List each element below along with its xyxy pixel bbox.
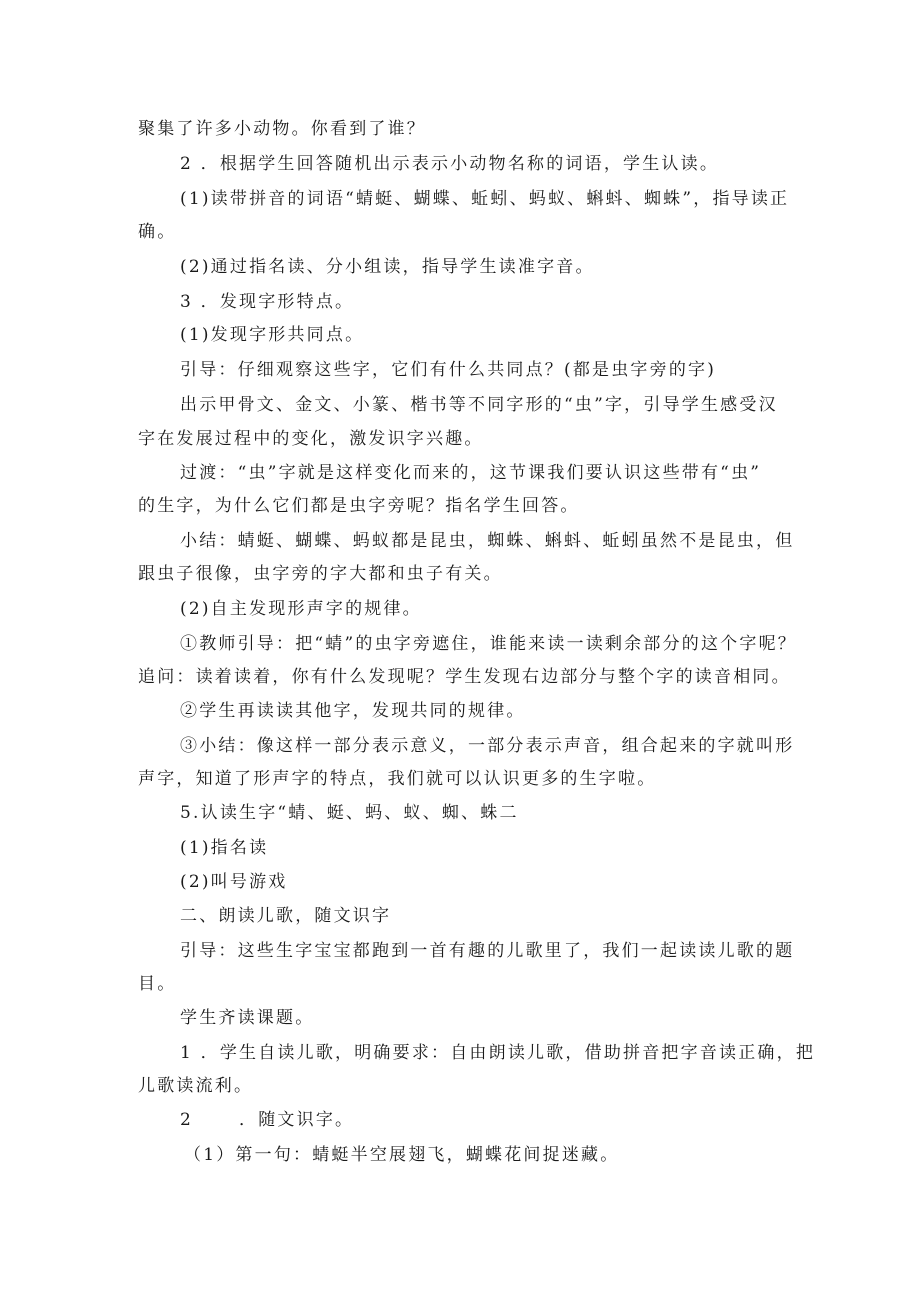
text-line-10: 字在发展过程中的变化，激发识字兴趣。: [138, 429, 484, 449]
text-line-3: (1)读带拼音的词语“蜻蜓、蝴蝶、蚯蚓、蚂蚁、蝌蚪、蜘蛛”，指导读正: [180, 189, 790, 209]
text-line-16: ①教师引导：把“蜻”的虫字旁遮住，谁能来读一读剩余部分的这个字呢？: [180, 634, 797, 654]
text-line-24: 二、朗读儿歌，随文识字: [180, 906, 392, 926]
text-line-27: 学生齐读课题。: [180, 1008, 315, 1028]
text-line-9: 出示甲骨文、金文、小篆、楷书等不同字形的“虫”字，引导学生感受汉: [180, 395, 778, 415]
text-line-22: (1)指名读: [180, 838, 269, 858]
text-line-29: 儿歌读流利。: [138, 1076, 254, 1096]
text-line-6: 3 ．发现字形特点。: [180, 292, 355, 312]
text-line-7: (1)发现字形共同点。: [180, 325, 365, 345]
text-line-12: 的生字，为什么它们都是虫字旁呢？指名学生回答。: [138, 496, 580, 516]
text-line-21: 5.认读生字“蜻、蜓、蚂、蚁、蜘、蛛二: [180, 803, 519, 823]
text-line-25: 引导：这些生字宝宝都跑到一首有趣的儿歌里了，我们一起读读儿歌的题: [180, 941, 795, 961]
text-line-23: (2)叫号游戏: [180, 872, 288, 892]
text-line-20: 声字，知道了形声字的特点，我们就可以认识更多的生字啦。: [138, 769, 657, 789]
text-line-31: （1）第一句：蜻蜓半空展翅飞，蝴蝶花间捉迷藏。: [184, 1145, 620, 1165]
text-line-2: 2 ．根据学生回答随机出示表示小动物名称的词语，学生认读。: [180, 154, 720, 174]
text-line-15: (2)自主发现形声字的规律。: [180, 599, 422, 619]
text-line-14: 跟虫子很像，虫字旁的字大都和虫子有关。: [138, 564, 503, 584]
text-line-28: 1 ．学生自读儿歌，明确要求：自由朗读儿歌，借助拼音把字音读正确，把: [180, 1043, 816, 1063]
text-line-30: 2 ．随文识字。: [180, 1110, 355, 1130]
text-line-8: 引导：仔细观察这些字，它们有什么共同点？(都是虫字旁的字): [180, 360, 717, 380]
text-line-26: 目。: [138, 974, 177, 994]
text-line-17: 追问：读着读着，你有什么发现呢？学生发现右边部分与整个字的读音相同。: [138, 667, 791, 687]
text-line-18: ②学生再读读其他字，发现共同的规律。: [180, 701, 526, 721]
text-line-5: (2)通过指名读、分小组读，指导学生读准字音。: [180, 257, 595, 277]
text-line-4: 确。: [138, 222, 177, 242]
text-line-13: 小结：蜻蜓、蝴蝶、蚂蚁都是昆虫，蜘蛛、蝌蚪、蚯蚓虽然不是昆虫，但: [180, 531, 795, 551]
text-line-19: ③小结：像这样一部分表示意义，一部分表示声音，组合起来的字就叫形: [180, 736, 795, 756]
text-line-1: 聚集了许多小动物。你看到了谁？: [138, 119, 426, 139]
text-line-11: 过渡：“虫”字就是这样变化而来的，这节课我们要认识这些带有“虫”: [180, 463, 762, 483]
